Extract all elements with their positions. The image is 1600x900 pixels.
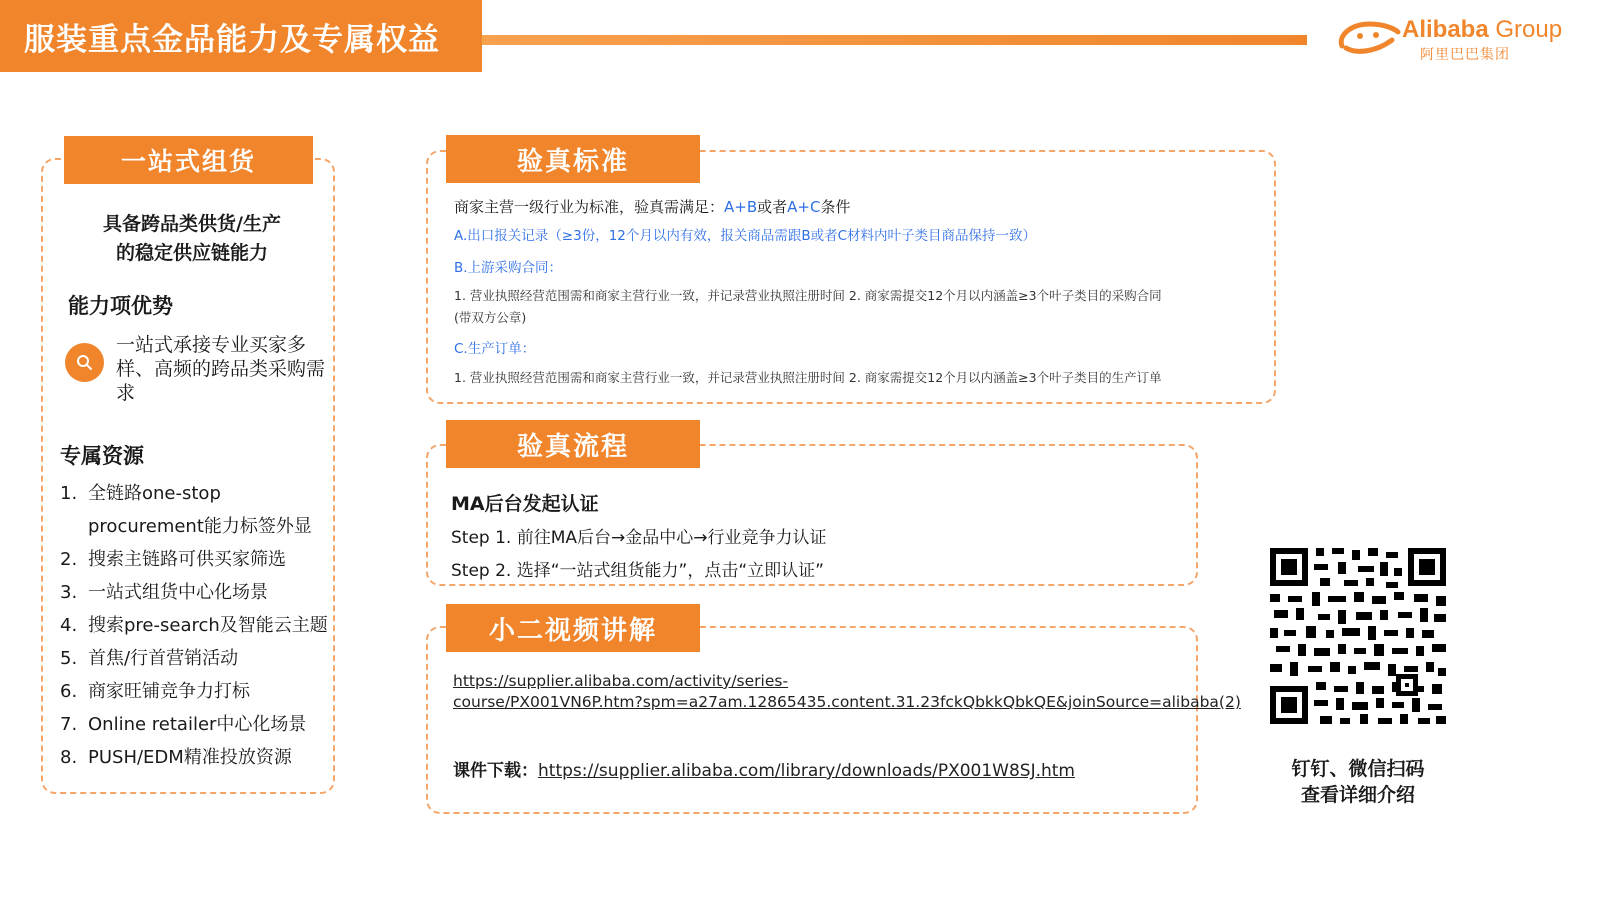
flow-title: MA后台发起认证 [451, 493, 599, 515]
resources-title: 专属资源 [60, 444, 144, 468]
flow-step-2: Step 2. 选择“一站式组货能力”，点击“立即认证” [451, 561, 824, 581]
qr-code [1268, 546, 1448, 726]
list-item: 1. 全链路one-stop procurement能力标签外显 [60, 483, 312, 537]
advantage-title: 能力项优势 [68, 294, 173, 318]
advantage-text: 一站式承接专业买家多样、高频的跨品类采购需求 [116, 334, 326, 404]
standard-label: 验真标准 [446, 135, 700, 183]
alibaba-logo-icon [1336, 18, 1402, 58]
download-link[interactable]: https://supplier.alibaba.com/library/downloads/PX001W8SJ.htm [538, 761, 1075, 781]
list-item: 6. 商家旺铺竞争力打标 [60, 681, 250, 702]
left-panel-subtitle: 具备跨品类供货/生产的稳定供应链能力 [103, 213, 281, 264]
video-link[interactable] [453, 671, 1241, 713]
list-item: 8. PUSH/EDM精准投放资源 [60, 747, 292, 768]
standard-b-title: B.上游采购合同： [454, 260, 563, 276]
left-panel-label: 一站式组货 [64, 136, 313, 184]
list-item: 2. 搜索主链路可供买家筛选 [60, 549, 286, 570]
title-divider [482, 35, 1307, 45]
logo-text: Alibaba Group [1402, 16, 1563, 43]
list-item: 7. Online retailer中心化场景 [60, 714, 307, 735]
download-label: 课件下载： [453, 761, 538, 781]
list-item: 5. 首焦/行首营销活动 [60, 648, 239, 669]
logo-chinese-text: 阿里巴巴集团 [1420, 47, 1510, 63]
download-row [453, 756, 1075, 781]
standard-c-title: C.生产订单： [454, 341, 536, 357]
standard-b-line2: (带双方公章) [454, 310, 527, 325]
standard-c-line: 1. 营业执照经营范围需和商家主营行业一致，并记录营业执照注册时间 2. 商家需提交12个月以内涵盖≥3个叶子类目的生产订单 [454, 370, 1162, 385]
standard-b-line1: 1. 营业执照经营范围需和商家主营行业一致，并记录营业执照注册时间 2. 商家需提交12个月以内涵盖≥3个叶子类目的采购合同 [454, 288, 1162, 303]
page-title-bar [0, 0, 482, 72]
video-box [426, 626, 1198, 814]
list-item: 4. 搜索pre-search及智能云主题 [60, 615, 328, 636]
standard-intro: 商家主营一级行业为标准，验真需满足：A+B或者A+C条件 [454, 198, 851, 216]
alibaba-logo [1336, 14, 1586, 63]
video-link-line-2[interactable]: course/PX001VN6P.htm?spm=a27am.12865435.content.31.23fckQbkkQbkQE&joinSource=alibaba(2) [453, 693, 1241, 711]
resources-list [60, 477, 345, 774]
list-item: 3. 一站式组货中心化场景 [60, 582, 268, 603]
video-link-line-1[interactable]: https://supplier.alibaba.com/activity/series- [453, 672, 789, 690]
page-title: 服装重点金品能力及专属权益 [24, 21, 440, 58]
standard-box [426, 150, 1276, 404]
qr-caption: 钉钉、微信扫码 查看详细介绍 [1291, 758, 1425, 806]
video-label: 小二视频讲解 [446, 604, 700, 652]
flow-label: 验真流程 [446, 420, 700, 468]
standard-a-line: A.出口报关记录（≥3份，12个月以内有效，报关商品需跟B或者C材料内叶子类目商品保持一致） [454, 228, 1037, 244]
search-icon [65, 343, 104, 382]
flow-step-1: Step 1. 前往MA后台→金品中心→行业竞争力认证 [451, 528, 827, 548]
